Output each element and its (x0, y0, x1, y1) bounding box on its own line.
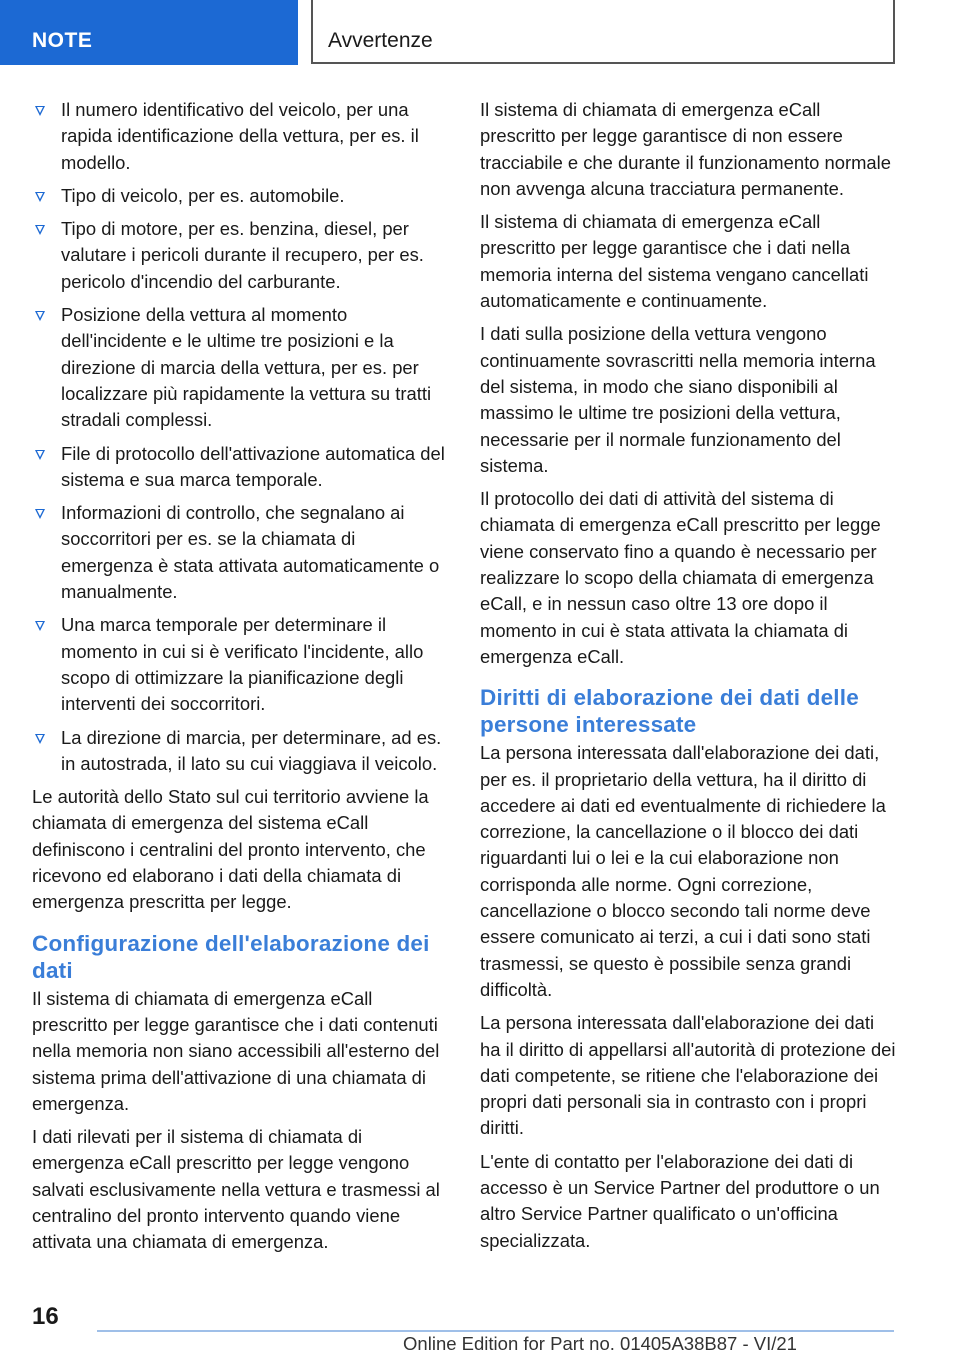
paragraph: I dati sulla posizione della vettura vengono continuamente sovrascritti nella memoria interna del sistema, in modo che siano disponibili al massimo le ultime tre posizioni della vettura, necessarie per il normale funzionamento del sistema. (480, 323, 876, 476)
paragraph: La persona interessata dall'elaborazione dei dati ha il diritto di appellarsi all'autorità di protezione dei dati competente, se ritiene che l'elaborazione dei propri dati personali sia in contrasto con i propri diritti. (480, 1012, 896, 1139)
left-column (32, 97, 450, 1263)
list-item: Tipo di motore, per es. benzina, diesel, per valutare i pericoli durante il recupero, per es. pericolo d'incendio del carburante. (32, 216, 450, 295)
triangle-bullet-icon (35, 311, 45, 321)
paragraph: Il sistema di chiamata di emergenza eCall prescritto per legge garantisce di non essere tracciabile e che durante il funzionamento normale non avvenga alcuna tracciatura permanente. (480, 99, 891, 199)
list-item: File di protocollo dell'attivazione automatica del sistema e sua marca temporale. (32, 441, 450, 494)
paragraph: Le autorità dello Stato sul cui territorio avviene la chiamata di emergenza del sistema eCall definiscono i centralini del pronto intervento, che ricevono ed elaborano i dati della chiamata di emergenza prescritta per legge. (32, 786, 429, 913)
list-item: Il numero identificativo del veicolo, per una rapida identificazione della vettura, per es. il modello. (32, 97, 450, 176)
list-item: Posizione della vettura al momento dell'incidente e le ultime tre posizioni e la direzione di marcia della vettura, per es. per localizzare più rapidamente la vettura su tratti stradali complessi. (32, 302, 450, 433)
triangle-bullet-icon (35, 192, 45, 202)
paragraph: Il protocollo dei dati di attività del sistema di chiamata di emergenza eCall prescritto per legge viene conservato fino a quando è necessario per realizzare lo scopo della chiamata di emergenza eCall, e in nessun caso oltre 13 ore dopo il momento in cui è stata attivata la chiamata di emergenza eCall. (480, 488, 881, 667)
triangle-bullet-icon (35, 734, 45, 744)
triangle-bullet-icon (35, 621, 45, 631)
paragraph: Il sistema di chiamata di emergenza eCall prescritto per legge garantisce che i dati contenuti nella memoria non siano accessibili all'esterno del sistema prima dell'attivazione di una chiamata di emergenza. (32, 987, 440, 1114)
paragraph: La persona interessata dall'elaborazione dei dati, per es. il proprietario della vettura, ha il diritto di accedere ai dati ed eventualmente di richiedere la correzione, la cancellazione o il blocco dei dati riguardanti lui o lei e la cui elaborazione non corrisponda alle norme. Ogni correzione, cancellazione o blocco secondo tali norme deve essere comunicato ai terzi, a cui i dati sono stati trasmessi, se questo è possibile senza grandi difficoltà. (480, 742, 886, 1000)
page-title: Avvertenze (311, 0, 895, 64)
triangle-bullet-icon (35, 450, 45, 460)
section-heading: Diritti di elaborazione dei dati delle persone interessate (480, 685, 859, 738)
edition-footer: Online Edition for Part no. 01405A38B87 - VI/21 (403, 1333, 797, 1354)
right-column (480, 97, 898, 1261)
section-tab: NOTE (0, 0, 298, 65)
list-item: Tipo di veicolo, per es. automobile. (32, 183, 450, 209)
data-list (32, 97, 450, 777)
footer-divider (97, 1330, 894, 1332)
list-item: Informazioni di controllo, che segnalano ai soccorritori per es. se la chiamata di emergenza è stata attivata automaticamente o manualmente. (32, 500, 450, 605)
section-heading: Configurazione dell'elaborazione dei dati (32, 930, 430, 983)
list-item: Una marca temporale per determinare il momento in cui si è verificato l'incidente, allo scopo di ottimizzare la pianificazione degli interventi dei soccorritori. (32, 612, 450, 717)
list-item: La direzione di marcia, per determinare, ad es. in autostrada, il lato su cui viaggiava il veicolo. (32, 725, 450, 778)
triangle-bullet-icon (35, 225, 45, 235)
paragraph: I dati rilevati per il sistema di chiamata di emergenza eCall prescritto per legge vengono salvati esclusivamente nella vettura e trasmessi al centralino del pronto intervento quando viene attivata una chiamata di emergenza. (32, 1126, 440, 1253)
triangle-bullet-icon (35, 106, 45, 116)
paragraph: L'ente di contatto per l'elaborazione dei dati di accesso è un Service Partner del produttore o un altro Service Partner qualificato o un'officina specializzata. (480, 1150, 880, 1251)
paragraph: Il sistema di chiamata di emergenza eCall prescritto per legge garantisce che i dati nella memoria interna del sistema vengano cancellati automaticamente e continuamente. (480, 211, 869, 312)
triangle-bullet-icon (35, 509, 45, 519)
page-number: 16 (32, 1303, 59, 1330)
